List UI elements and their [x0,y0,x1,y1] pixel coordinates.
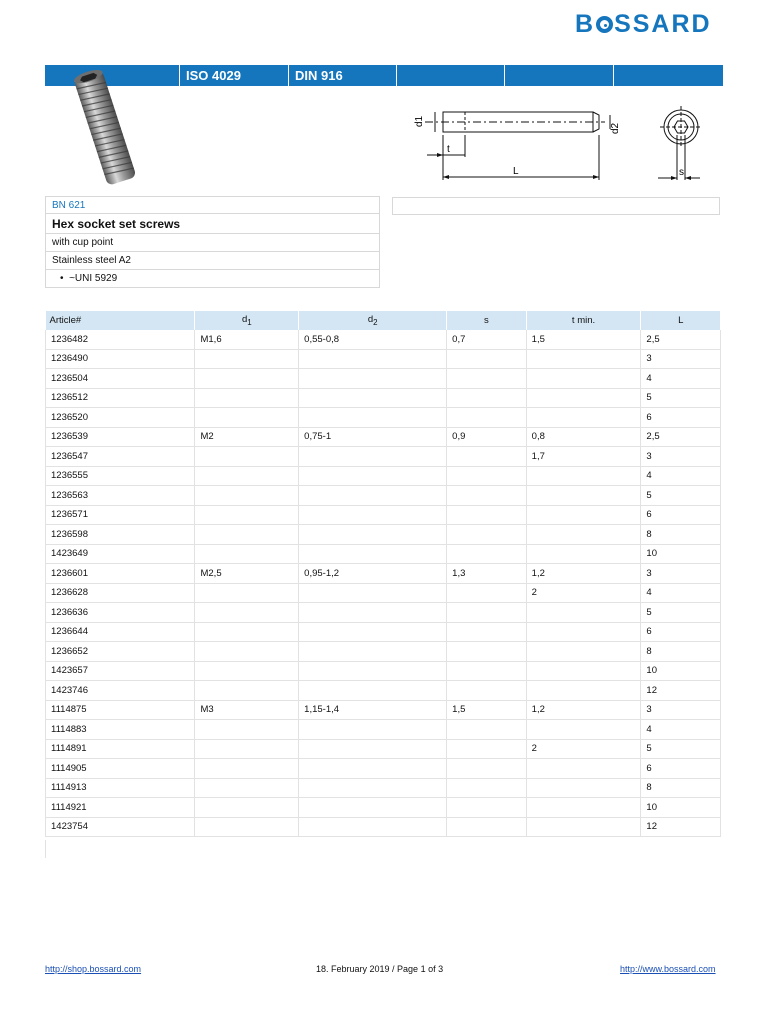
cell-s [447,486,527,506]
cell-article: 1423649 [46,544,195,564]
cell-t-min [526,759,641,779]
cell-d2 [299,583,447,603]
table-row [46,466,721,486]
footer-right [620,964,716,974]
cell-article: 1236539 [46,427,195,447]
cell-s [447,817,527,837]
table-row [46,739,721,759]
product-bullet [45,270,380,288]
header-article-text: Article# [49,315,82,326]
standards-cell-blank-2 [505,65,614,86]
header-d1-text: d [241,314,248,326]
cell-L: 6 [641,759,721,779]
cell-article: 1423754 [46,817,195,837]
product-title: Hex socket set screws [45,214,380,234]
cell-d2 [299,622,447,642]
product-material: Stainless steel A2 [45,252,380,270]
cell-d2 [299,349,447,369]
cell-article: 1423657 [46,661,195,681]
cell-d1: M2 [195,427,299,447]
cell-article: 1114921 [46,798,195,818]
header-d1 [195,311,299,330]
table-row [46,427,721,447]
label-d2: d2 [610,122,621,134]
cell-d1 [195,447,299,467]
cell-L: 3 [641,700,721,720]
cell-L: 5 [641,739,721,759]
header-d2 [299,311,447,330]
standards-cell-blank-1 [397,65,505,86]
table-header-row [46,311,721,330]
table-row [46,642,721,662]
table-row [46,817,721,837]
cell-article: 1236555 [46,466,195,486]
cell-s: 0,9 [447,427,527,447]
footer-www-link[interactable]: http://www.bossard.com [620,964,716,974]
table-body [46,330,721,837]
cell-L: 4 [641,369,721,389]
cell-d2 [299,661,447,681]
cell-d2: 0,75-1 [299,427,447,447]
cell-d1 [195,544,299,564]
cell-article: 1114913 [46,778,195,798]
cell-d2 [299,817,447,837]
cell-L: 2,5 [641,427,721,447]
header-s-text: s [484,315,489,326]
table-row [46,486,721,506]
logo-o-mark [596,16,613,33]
table-row [46,564,721,584]
label-d1: d1 [414,115,425,127]
cell-d1: M1,6 [195,330,299,349]
header-s [447,311,527,330]
cell-t-min [526,681,641,701]
article-table [45,311,721,837]
label-t: t [447,144,450,155]
cell-t-min: 1,2 [526,700,641,720]
table-row [46,349,721,369]
cell-t-min [526,369,641,389]
cell-s [447,466,527,486]
cell-s [447,681,527,701]
label-s: s [679,167,684,178]
cell-s [447,525,527,545]
technical-drawing-side-view [405,95,621,185]
header-d2-text: d [367,314,374,326]
cell-d1 [195,505,299,525]
cell-d1 [195,369,299,389]
cell-d2 [299,720,447,740]
cell-article: 1236644 [46,622,195,642]
cell-d1: M3 [195,700,299,720]
cell-t-min [526,349,641,369]
cell-d1 [195,388,299,408]
cell-t-min [526,466,641,486]
cell-d2 [299,798,447,818]
cell-article: 1236636 [46,603,195,623]
table-row [46,525,721,545]
cell-d2 [299,681,447,701]
cell-s: 0,7 [447,330,527,349]
cell-d2 [299,369,447,389]
footer-shop-link[interactable]: http://shop.bossard.com [45,964,142,974]
cell-article: 1423746 [46,681,195,701]
cell-d1 [195,622,299,642]
cell-article: 1236563 [46,486,195,506]
cell-d1 [195,525,299,545]
cell-d1 [195,642,299,662]
cell-s [447,759,527,779]
cell-s [447,778,527,798]
note-box [392,197,720,215]
cell-L: 5 [641,486,721,506]
footer-left [45,964,141,974]
header-d1-sub: 1 [247,317,252,327]
table-row [46,603,721,623]
cell-L: 4 [641,583,721,603]
table-row [46,661,721,681]
logo-suffix: SSARD [614,10,712,38]
technical-drawing-end-view [650,95,710,185]
cell-s [447,739,527,759]
cell-article: 1236482 [46,330,195,349]
cell-L: 3 [641,447,721,467]
table-row [46,408,721,428]
product-info-box [45,196,380,288]
cell-d1 [195,778,299,798]
cell-t-min [526,817,641,837]
cell-s [447,369,527,389]
cell-L: 6 [641,505,721,525]
cell-d1 [195,486,299,506]
cell-d2 [299,447,447,467]
table-row [46,798,721,818]
cell-d1 [195,408,299,428]
cell-L: 6 [641,622,721,642]
cell-d1 [195,349,299,369]
cell-d1 [195,681,299,701]
cell-article: 1236571 [46,505,195,525]
table-row [46,778,721,798]
cell-L: 4 [641,466,721,486]
cell-d1 [195,661,299,681]
cell-s [447,603,527,623]
cell-t-min: 2 [526,739,641,759]
cell-t-min: 2 [526,583,641,603]
cell-s [447,544,527,564]
cell-t-min [526,486,641,506]
cell-s [447,388,527,408]
table-row [46,447,721,467]
cell-t-min [526,778,641,798]
cell-article: 1236652 [46,642,195,662]
bossard-logo [575,10,712,39]
cell-s [447,505,527,525]
cell-L: 4 [641,720,721,740]
standards-cell-din: DIN 916 [289,65,397,86]
cell-d1 [195,739,299,759]
cell-d1 [195,759,299,779]
header-t-min [526,311,641,330]
cell-t-min [526,505,641,525]
cell-L: 10 [641,544,721,564]
cell-article: 1114891 [46,739,195,759]
product-code: BN 621 [45,196,380,214]
cell-d1: M2,5 [195,564,299,584]
bullet-dot-icon: • [60,273,70,284]
cell-d2 [299,505,447,525]
cell-L: 3 [641,349,721,369]
table-row [46,759,721,779]
table-row [46,544,721,564]
cell-article: 1236504 [46,369,195,389]
product-subtitle: with cup point [45,234,380,252]
cell-d2 [299,739,447,759]
cell-t-min: 1,2 [526,564,641,584]
cell-t-min [526,388,641,408]
cell-d2 [299,642,447,662]
header-L-text: L [678,315,684,326]
cell-article: 1114883 [46,720,195,740]
table-row [46,700,721,720]
table-row [46,583,721,603]
cell-t-min [526,642,641,662]
cell-t-min [526,661,641,681]
product-photo [62,68,148,188]
header-t-min-text: t min. [571,315,596,326]
cell-d2: 1,15-1,4 [299,700,447,720]
cell-article: 1236601 [46,564,195,584]
cell-d2 [299,486,447,506]
cell-article: 1236520 [46,408,195,428]
cell-L: 5 [641,603,721,623]
cell-d2 [299,408,447,428]
cell-L: 2,5 [641,330,721,349]
cell-d2 [299,778,447,798]
cell-t-min [526,720,641,740]
cell-s [447,583,527,603]
cell-t-min: 1,5 [526,330,641,349]
cell-L: 12 [641,817,721,837]
cell-s [447,622,527,642]
cell-s [447,408,527,428]
cell-d2 [299,544,447,564]
cell-article: 1236628 [46,583,195,603]
cell-s [447,349,527,369]
footer-page-info: 18. February 2019 / Page 1 of 3 [316,964,444,974]
table-row [46,330,721,349]
cell-d2 [299,603,447,623]
cell-d1 [195,720,299,740]
table-row [46,505,721,525]
cell-article: 1236490 [46,349,195,369]
product-bullet-text: ~UNI 5929 [69,273,118,284]
cell-s [447,798,527,818]
cell-L: 10 [641,798,721,818]
cell-d1 [195,603,299,623]
header-d2-sub: 2 [373,317,378,327]
cell-d1 [195,583,299,603]
table-row [46,720,721,740]
cell-t-min [526,408,641,428]
cell-L: 6 [641,408,721,428]
cell-d2 [299,466,447,486]
cell-s: 1,5 [447,700,527,720]
cell-t-min [526,798,641,818]
cell-d2 [299,525,447,545]
cell-article: 1236598 [46,525,195,545]
table-tail-line [45,840,46,858]
cell-L: 12 [641,681,721,701]
logo-prefix: B [575,10,596,38]
cell-L: 5 [641,388,721,408]
cell-t-min [526,525,641,545]
cell-t-min [526,603,641,623]
cell-article: 1236512 [46,388,195,408]
cell-d1 [195,798,299,818]
header-article [46,311,195,330]
table-row [46,388,721,408]
cell-t-min [526,622,641,642]
cell-s [447,447,527,467]
cell-d2: 0,55-0,8 [299,330,447,349]
cell-d1 [195,466,299,486]
cell-article: 1236547 [46,447,195,467]
cell-L: 8 [641,525,721,545]
cell-L: 3 [641,564,721,584]
cell-L: 8 [641,642,721,662]
cell-s [447,642,527,662]
cell-s: 1,3 [447,564,527,584]
cell-d2 [299,388,447,408]
standards-cell-iso: ISO 4029 [180,65,289,86]
standards-cell-blank-3 [614,65,723,86]
cell-s [447,720,527,740]
table-row [46,622,721,642]
cell-s [447,661,527,681]
cell-article: 1114875 [46,700,195,720]
cell-L: 10 [641,661,721,681]
cell-d1 [195,817,299,837]
table-row [46,369,721,389]
cell-L: 8 [641,778,721,798]
cell-d2: 0,95-1,2 [299,564,447,584]
table-row [46,681,721,701]
cell-t-min: 0,8 [526,427,641,447]
cell-article: 1114905 [46,759,195,779]
cell-t-min [526,544,641,564]
header-L [641,311,721,330]
label-L: L [513,166,519,177]
cell-t-min: 1,7 [526,447,641,467]
cell-d2 [299,759,447,779]
